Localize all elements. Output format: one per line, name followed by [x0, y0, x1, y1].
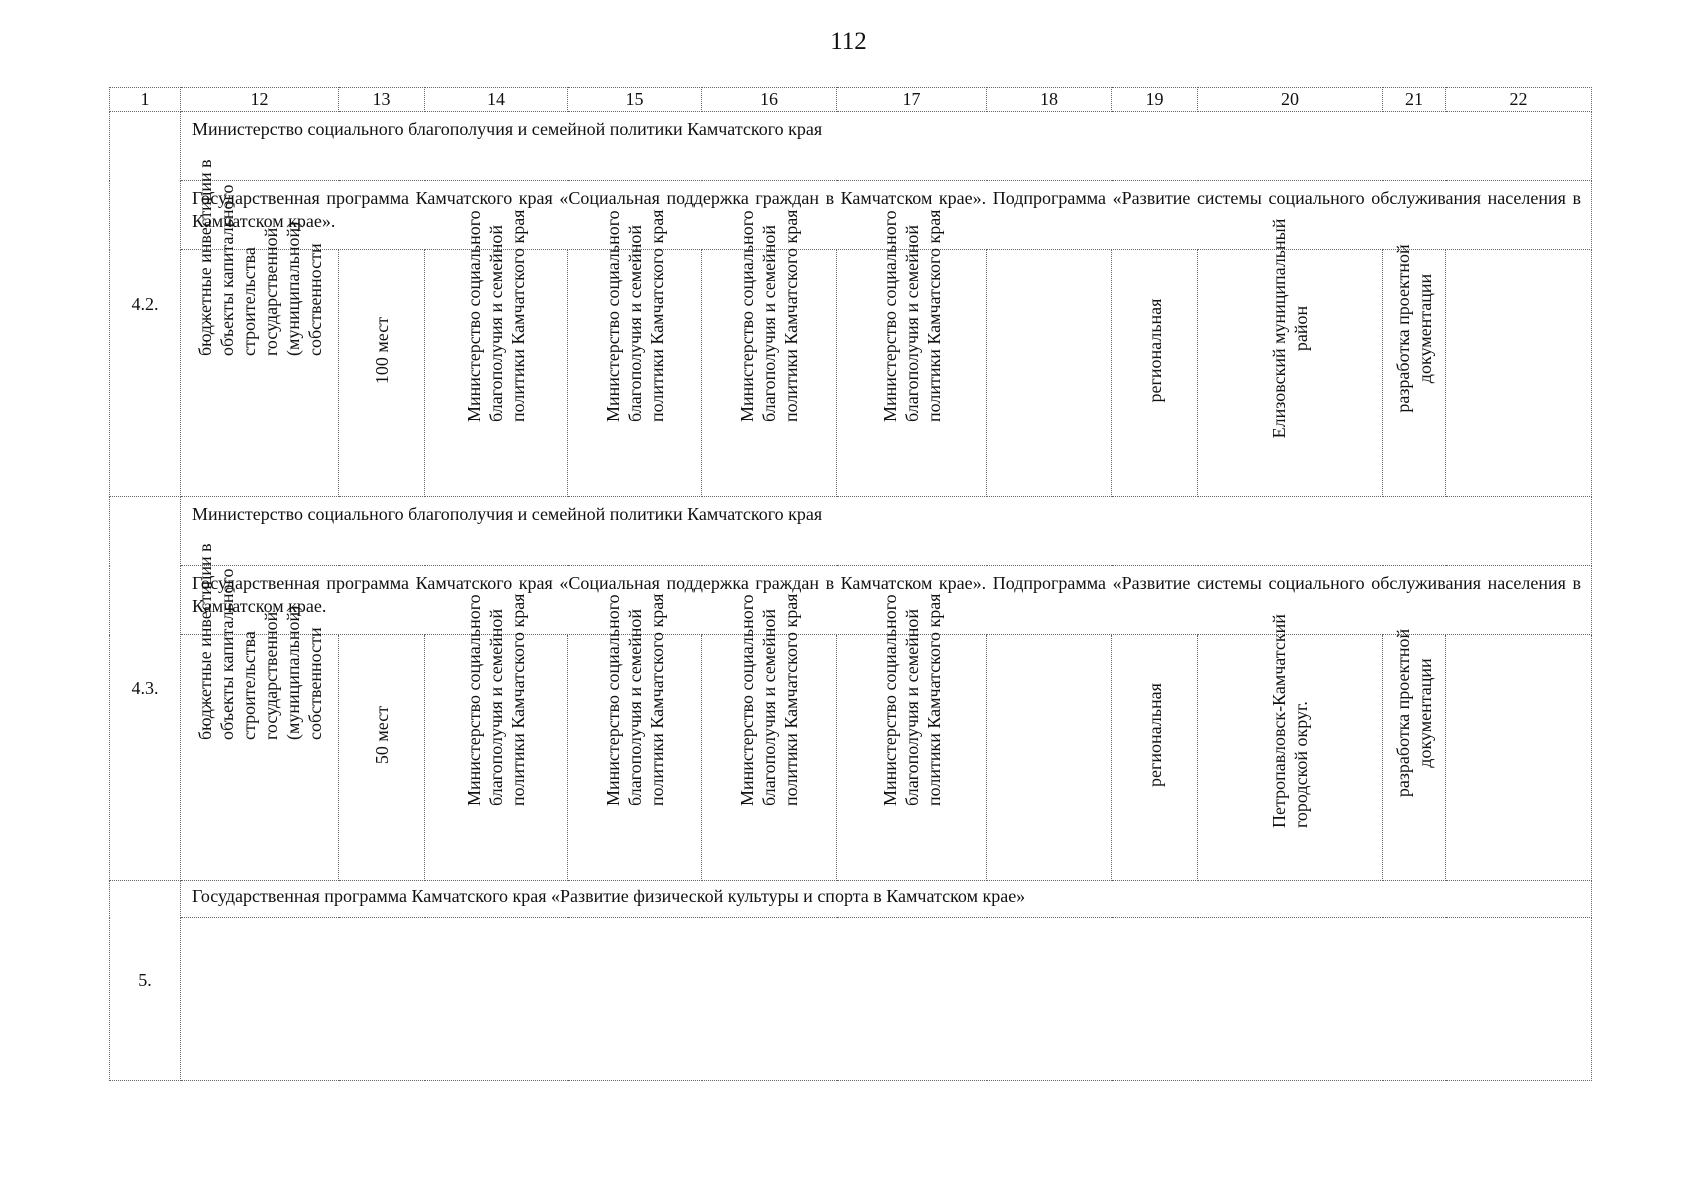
program-title: Государственная программа Камчатского края «Социальная поддержка граждан в Камчатском крае». Подпрограмма «Развитие системы социального обслуживания населения в Камчатском крае. — [181, 566, 1592, 635]
investment-type-cell — [181, 543, 339, 881]
municipality: Елизовский муниципальный район — [1269, 218, 1311, 439]
empty-cell — [987, 635, 1112, 881]
column-header: 13 — [339, 88, 425, 112]
ministry-cell — [568, 209, 702, 497]
empty-cell — [987, 250, 1112, 497]
program-title: Государственная программа Камчатского края «Социальная поддержка граждан в Камчатском крае». Подпрограмма «Развитие системы социального обслуживания населения в Камчатском крае». — [181, 181, 1592, 250]
ministry-name: Министерство социального благополучия и семейной политики Камчатского края — [464, 209, 528, 422]
level: региональная — [1144, 683, 1165, 787]
ministry-cell — [702, 593, 837, 881]
table-row — [110, 635, 1592, 881]
data-table — [109, 87, 1592, 1081]
capacity: 50 мест — [371, 705, 392, 765]
level-cell — [1112, 250, 1198, 497]
ministry-title: Министерство социального благополучия и семейной политики Камчатского края — [181, 497, 1592, 566]
page-number: 112 — [830, 28, 867, 55]
ministry-name: Министерство социального благополучия и семейной политики Камчатского края — [602, 593, 667, 806]
level: региональная — [1144, 298, 1165, 403]
column-header: 19 — [1112, 88, 1198, 112]
municipality-cell — [1198, 218, 1383, 497]
column-header: 17 — [837, 88, 987, 112]
stage-cell — [1383, 628, 1446, 881]
ministry-name: Министерство социального благополучия и семейной политики Камчатского края — [737, 209, 801, 422]
ministry-cell — [837, 209, 987, 497]
column-header: 1 — [110, 88, 181, 112]
capacity-cell — [339, 250, 425, 497]
ministry-name: Министерство социального благополучия и семейной политики Камчатского края — [737, 593, 801, 806]
column-header: 15 — [568, 88, 702, 112]
program-row — [110, 881, 1592, 918]
column-header: 16 — [702, 88, 837, 112]
ministry-cell — [425, 593, 568, 881]
investment-type-cell — [181, 159, 339, 497]
ministry-row — [110, 112, 1592, 181]
investment-type: бюджетные инвестиции в объекты капитального строительства государственной (муниципальной) собственности — [194, 543, 325, 740]
section-number: 4.2. — [110, 112, 181, 497]
ministry-cell — [702, 209, 837, 497]
header-row — [110, 88, 1592, 112]
column-header: 22 — [1446, 88, 1592, 112]
empty-row — [110, 918, 1592, 1081]
ministry-title: Министерство социального благополучия и семейной политики Камчатского края — [181, 112, 1592, 181]
municipality: Петропавловск-Камчатский городской округ. — [1269, 614, 1311, 828]
program-row — [110, 181, 1592, 250]
empty-cell — [1446, 250, 1592, 497]
program-row — [110, 566, 1592, 635]
column-header: 18 — [987, 88, 1112, 112]
section-number: 5. — [110, 881, 181, 1081]
table-row — [110, 250, 1592, 497]
ministry-row — [110, 497, 1592, 566]
level-cell — [1112, 635, 1198, 881]
program-title: Государственная программа Камчатского края «Развитие физической культуры и спорта в Камчатском крае» — [181, 881, 1592, 918]
investment-type: бюджетные инвестиции в объекты капитального строительства государственной (муниципальной) собственности — [194, 159, 325, 356]
ministry-cell — [568, 593, 702, 881]
column-header: 14 — [425, 88, 568, 112]
stage: разработка проектной документации — [1393, 244, 1435, 413]
capacity-cell — [339, 635, 425, 881]
section-number: 4.3. — [110, 497, 181, 881]
stage-cell — [1383, 244, 1446, 497]
capacity: 100 мест — [371, 316, 392, 385]
column-header: 12 — [181, 88, 339, 112]
empty-cell — [181, 918, 1592, 1081]
ministry-name: Министерство социального благополучия и семейной политики Камчатского края — [464, 593, 528, 806]
ministry-cell — [425, 209, 568, 497]
ministry-name: Министерство социального благополучия и семейной политики Камчатского края — [602, 209, 667, 422]
ministry-name: Министерство социального благополучия и семейной политики Камчатского края — [879, 593, 944, 806]
column-header: 21 — [1383, 88, 1446, 112]
empty-cell — [1446, 635, 1592, 881]
stage: разработка проектной документации — [1393, 628, 1435, 798]
ministry-cell — [837, 593, 987, 881]
ministry-name: Министерство социального благополучия и семейной политики Камчатского края — [879, 209, 944, 422]
municipality-cell — [1198, 614, 1383, 881]
column-header: 20 — [1198, 88, 1383, 112]
